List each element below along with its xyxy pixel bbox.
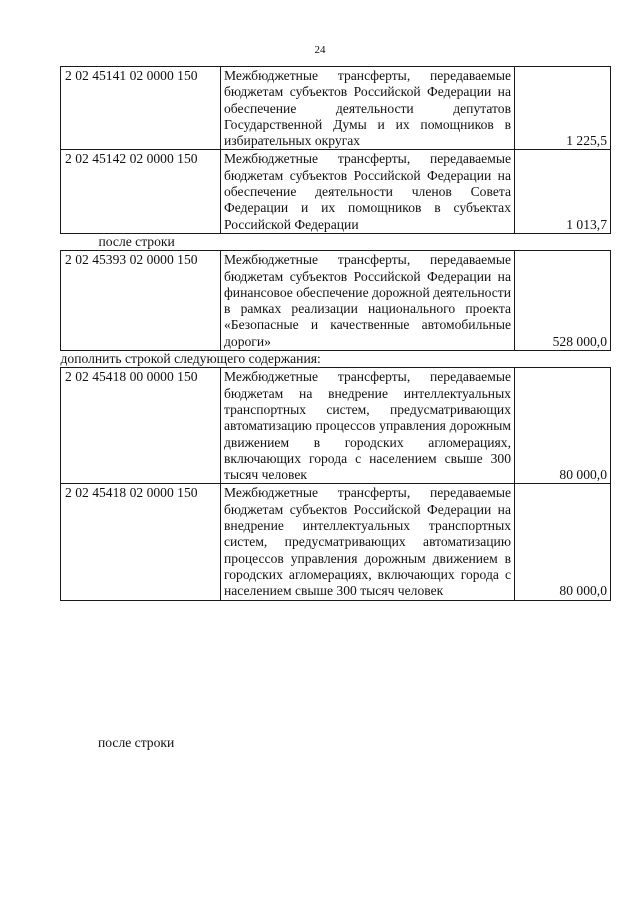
table-row (61, 368, 611, 484)
trailing-separator-text: после строки (98, 735, 175, 750)
row-description: Межбюджетные трансферты, передаваемые бюджетам субъектов Российской Федерации на обеспечение деятельности членов Совета Федерации и их помощников в субъектах Российской Федерации (221, 150, 515, 233)
budget-table (60, 66, 611, 601)
separator-row (61, 351, 611, 368)
row-description: Межбюджетные трансферты, передаваемые бюджетам субъектов Российской Федерации на внедрение интеллектуальных транспортных систем, предусматривающих автоматизацию процессов управления дорожным движением в городских агломерациях, включающих города с населением свыше 300 тысяч человек (221, 484, 515, 600)
row-description: Межбюджетные трансферты, передаваемые бюджетам субъектов Российской Федерации на финансовое обеспечение дорожной деятельности в рамках реализации национального проекта «Безопасные и качественные автомобильные дороги» (221, 251, 515, 351)
page-number: 24 (314, 44, 326, 56)
table-row (61, 484, 611, 600)
row-amount: 80 000,0 (515, 484, 611, 600)
row-code: 2 02 45141 02 0000 150 (61, 67, 221, 150)
row-amount: 1 013,7 (515, 150, 611, 233)
separator-row (61, 233, 611, 250)
table-row (61, 251, 611, 351)
row-code: 2 02 45418 00 0000 150 (61, 368, 221, 484)
row-amount: 1 225,5 (515, 67, 611, 150)
separator-text: после строки (61, 233, 611, 250)
row-amount: 80 000,0 (515, 368, 611, 484)
row-description: Межбюджетные трансферты, передаваемые бюджетам субъектов Российской Федерации на обеспечение деятельности депутатов Государственной Думы и их помощников в избирательных округах (221, 67, 515, 150)
row-code: 2 02 45142 02 0000 150 (61, 150, 221, 233)
row-code: 2 02 45418 02 0000 150 (61, 484, 221, 600)
row-description: Межбюджетные трансферты, передаваемые бюджетам на внедрение интеллектуальных транспортных систем, предусматривающих автоматизацию процессов управления дорожным движением в городских агломерациях, включающих города с населением свыше 300 тысяч человек (221, 368, 515, 484)
row-amount: 528 000,0 (515, 251, 611, 351)
table-row (61, 67, 611, 150)
table-row (61, 150, 611, 233)
row-code: 2 02 45393 02 0000 150 (61, 251, 221, 351)
separator-text: дополнить строкой следующего содержания: (61, 351, 611, 368)
